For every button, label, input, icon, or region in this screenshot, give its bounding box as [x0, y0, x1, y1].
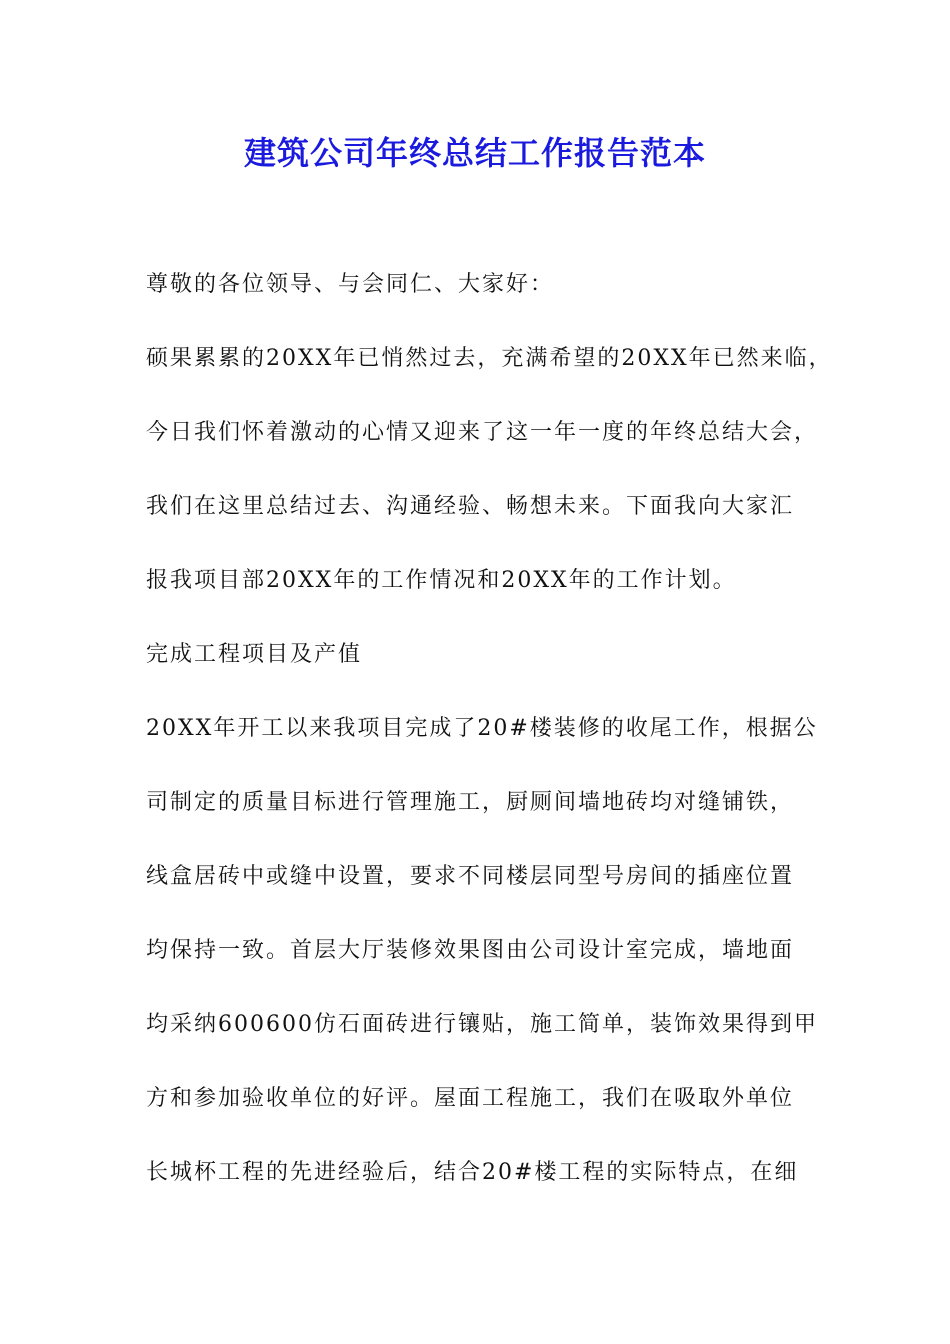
- body-line: 线盒居砖中或缝中设置，要求不同楼层同型号房间的插座位置: [146, 864, 795, 889]
- body-line: 硕果累累的20XX年已悄然过去，充满希望的20XX年已然来临，: [146, 346, 833, 371]
- section-heading: 完成工程项目及产值: [146, 642, 363, 667]
- body-line: 报我项目部20XX年的工作情况和20XX年的工作计划。: [146, 568, 737, 593]
- body-line: 今日我们怀着激动的心情又迎来了这一年一度的年终总结大会，: [146, 420, 819, 445]
- body-line: 我们在这里总结过去、沟通经验、畅想未来。下面我向大家汇: [146, 494, 795, 519]
- body-line: 均采纳600600仿石面砖进行镶贴，施工简单，装饰效果得到甲: [146, 1012, 818, 1037]
- body-line: 均保持一致。首层大厅装修效果图由公司设计室完成，墙地面: [146, 938, 795, 963]
- body-line: 20XX年开工以来我项目完成了20#楼装修的收尾工作，根据公: [146, 716, 818, 741]
- document-body: [146, 265, 833, 1227]
- page-title: 建筑公司年终总结工作报告范本: [243, 134, 706, 172]
- body-line: 方和参加验收单位的好评。屋面工程施工，我们在吸取外单位: [146, 1086, 795, 1111]
- body-line: 司制定的质量目标进行管理施工，厨厕间墙地砖均对缝铺铁，: [146, 790, 795, 815]
- greeting-line: 尊敬的各位领导、与会同仁、大家好：: [146, 272, 555, 297]
- body-line: 长城杯工程的先进经验后，结合20#楼工程的实际特点，在细: [146, 1160, 799, 1185]
